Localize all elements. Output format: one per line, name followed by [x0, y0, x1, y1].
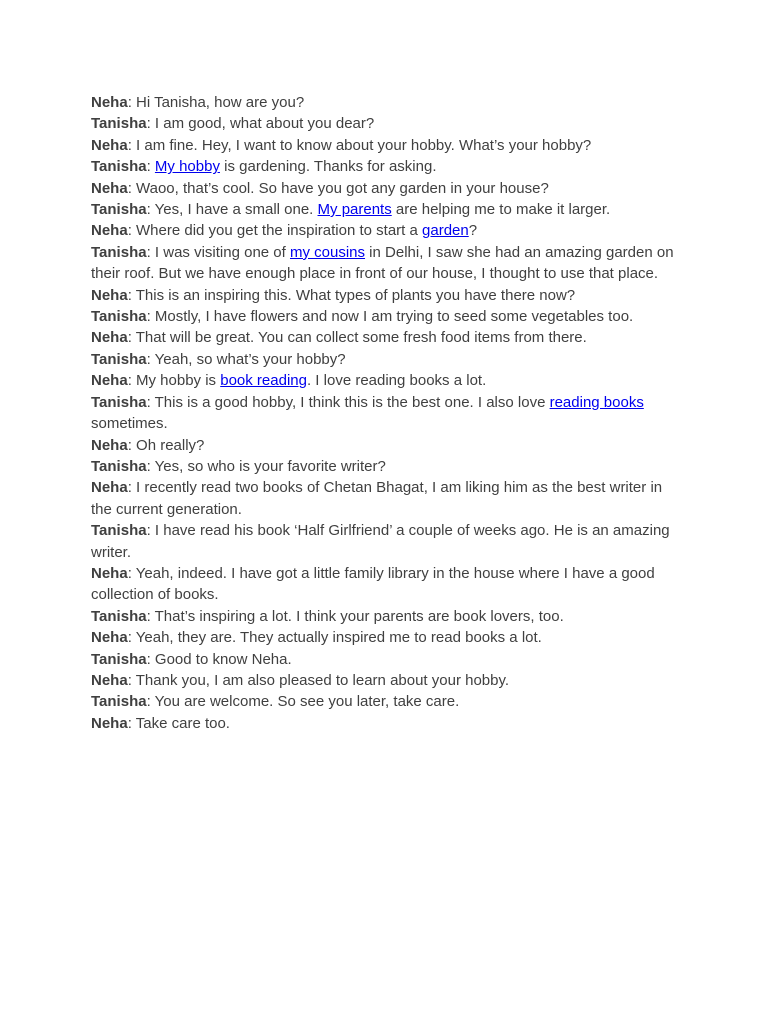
dialogue-text: is gardening. Thanks for asking.: [219, 158, 437, 176]
speaker-name: Tanisha: [91, 308, 147, 326]
dialogue-line: [91, 435, 681, 456]
speaker-name: Neha: [91, 436, 128, 454]
dialogue-line: [91, 285, 681, 306]
speaker-name: Tanisha: [91, 115, 147, 133]
dialogue-text: : My hobby is: [127, 372, 221, 390]
hyperlink[interactable]: My hobby: [154, 158, 220, 176]
speaker-name: Tanisha: [91, 607, 147, 625]
dialogue-text: : This is a good hobby, I think this is the best one. I also love: [146, 393, 550, 411]
dialogue-text: . I love reading books a lot.: [306, 372, 487, 390]
speaker-name: Tanisha: [91, 522, 147, 540]
dialogue-line: [91, 520, 681, 563]
dialogue-text: : Yeah, they are. They actually inspired me to read books a lot.: [127, 629, 542, 647]
speaker-name: Tanisha: [91, 243, 147, 261]
dialogue-line: [91, 477, 681, 520]
dialogue-line: [91, 92, 681, 113]
dialogue-line: [91, 156, 681, 177]
dialogue-text: :: [146, 158, 155, 176]
speaker-name: Neha: [91, 372, 128, 390]
dialogue-text: : Waoo, that’s cool. So have you got any garden in your house?: [127, 179, 549, 197]
hyperlink[interactable]: book reading: [220, 372, 307, 390]
dialogue-line: [91, 306, 681, 327]
dialogue-text: : I am good, what about you dear?: [146, 115, 375, 133]
dialogue-line: [91, 135, 681, 156]
dialogue-text: : Mostly, I have flowers and now I am trying to seed some vegetables too.: [146, 308, 634, 326]
dialogue-text: : Where did you get the inspiration to start a: [127, 222, 423, 240]
speaker-name: Neha: [91, 222, 128, 240]
dialogue-line: [91, 242, 681, 285]
dialogue-text: : Hi Tanisha, how are you?: [127, 94, 305, 111]
dialogue-text: : Oh really?: [127, 436, 205, 454]
dialogue-text: : Yes, so who is your favorite writer?: [146, 457, 386, 475]
speaker-name: Neha: [91, 479, 128, 497]
dialogue-document: [91, 92, 681, 734]
dialogue-line: [91, 220, 681, 241]
speaker-name: Neha: [91, 136, 128, 154]
dialogue-text: : Yeah, so what’s your hobby?: [146, 350, 346, 368]
dialogue-line: [91, 670, 681, 691]
dialogue-line: [91, 713, 681, 734]
hyperlink[interactable]: My parents: [317, 201, 392, 219]
speaker-name: Neha: [91, 714, 128, 732]
dialogue-line: [91, 456, 681, 477]
dialogue-line: [91, 199, 681, 220]
dialogue-text: : I was visiting one of: [146, 243, 290, 261]
speaker-name: Tanisha: [91, 650, 147, 668]
dialogue-line: [91, 349, 681, 370]
dialogue-line: [91, 563, 681, 606]
dialogue-line: [91, 370, 681, 391]
dialogue-line: [91, 606, 681, 627]
dialogue-line: [91, 178, 681, 199]
hyperlink[interactable]: my cousins: [289, 243, 366, 261]
dialogue-text: : That will be great. You can collect some fresh food items from there.: [127, 329, 587, 347]
hyperlink[interactable]: garden: [422, 222, 469, 240]
speaker-name: Tanisha: [91, 158, 147, 176]
dialogue-line: [91, 392, 681, 435]
speaker-name: Neha: [91, 286, 128, 304]
speaker-name: Neha: [91, 94, 128, 111]
speaker-name: Tanisha: [91, 393, 147, 411]
dialogue-line: [91, 113, 681, 134]
speaker-name: Tanisha: [91, 457, 147, 475]
dialogue-text: are helping me to make it larger.: [391, 201, 611, 219]
dialogue-text: : Take care too.: [127, 714, 230, 732]
dialogue-text: : I recently read two books of Chetan Bhagat, I am liking him as the best writer in the current generation.: [91, 479, 663, 518]
dialogue-text: : Thank you, I am also pleased to learn about your hobby.: [127, 671, 510, 689]
speaker-name: Tanisha: [91, 693, 147, 711]
dialogue-text: : That’s inspiring a lot. I think your parents are book lovers, too.: [146, 607, 564, 625]
dialogue-text: sometimes.: [91, 415, 168, 433]
dialogue-text: : Yeah, indeed. I have got a little family library in the house where I have a good collection of books.: [91, 564, 655, 604]
speaker-name: Tanisha: [91, 350, 147, 368]
dialogue-text: in Delhi, I saw she had an amazing garden on their roof. But we have enough place in front of our house, I thought to use that place.: [91, 243, 674, 283]
dialogue-line: [91, 649, 681, 670]
dialogue-line: [91, 327, 681, 348]
speaker-name: Neha: [91, 564, 128, 582]
speaker-name: Neha: [91, 629, 128, 647]
dialogue-text: : Yes, I have a small one.: [146, 201, 318, 219]
dialogue-text: ?: [468, 222, 478, 240]
speaker-name: Neha: [91, 179, 128, 197]
dialogue-line: [91, 627, 681, 648]
speaker-name: Tanisha: [91, 201, 147, 219]
hyperlink[interactable]: reading books: [549, 393, 644, 411]
dialogue-text: : This is an inspiring this. What types of plants you have there now?: [127, 286, 576, 304]
speaker-name: Neha: [91, 329, 128, 347]
dialogue-line: [91, 691, 681, 712]
dialogue-text: : You are welcome. So see you later, take care.: [146, 693, 460, 711]
speaker-name: Neha: [91, 671, 128, 689]
dialogue-text: : I have read his book ‘Half Girlfriend’ a couple of weeks ago. He is an amazing writer.: [91, 522, 670, 561]
dialogue-text: : Good to know Neha.: [146, 650, 292, 668]
dialogue-text: : I am fine. Hey, I want to know about your hobby. What’s your hobby?: [127, 136, 592, 154]
